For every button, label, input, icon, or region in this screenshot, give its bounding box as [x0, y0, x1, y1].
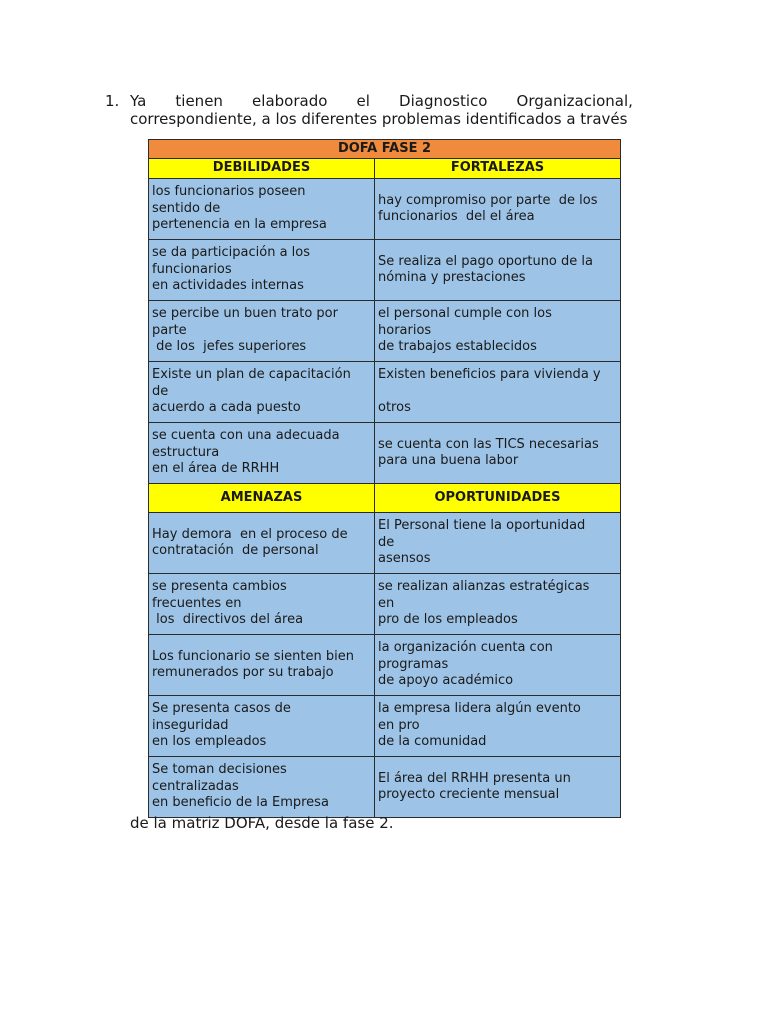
- intro-word: Ya: [130, 92, 147, 110]
- intro-word: el: [356, 92, 370, 110]
- cell-line: Se presenta casos de: [152, 701, 291, 717]
- table-title: DOFA FASE 2: [149, 140, 621, 159]
- cell-line: nómina y prestaciones: [378, 270, 526, 285]
- debilidad-cell: [149, 423, 375, 484]
- cell-line: de los jefes superiores: [152, 339, 307, 355]
- cell-line: proyecto creciente mensual: [378, 787, 560, 802]
- debilidad-cell: [149, 301, 375, 362]
- intro-word: elaborado: [252, 92, 328, 110]
- oportunidad-cell: [375, 574, 621, 635]
- cell-line: estructura: [152, 444, 220, 460]
- table-row: [149, 635, 621, 696]
- cell-line: de trabajos establecidos: [378, 339, 537, 355]
- cell-line: se cuenta con las TICS necesarias: [378, 436, 599, 452]
- cell-line: parte: [152, 322, 187, 338]
- cell-line: la organización cuenta con: [378, 640, 553, 656]
- cell-line: se percibe un buen trato por: [152, 306, 338, 322]
- table-row: [149, 423, 621, 484]
- cell-line: en pro: [378, 717, 420, 733]
- cell-line: en: [378, 595, 395, 611]
- cell-line: Existe un plan de capacitación: [152, 367, 351, 383]
- cell-line: de apoyo académico: [378, 673, 514, 689]
- amenaza-cell: [149, 635, 375, 696]
- cell-line: El Personal tiene la oportunidad: [378, 518, 586, 534]
- oportunidad-cell: [375, 513, 621, 574]
- table-row: [149, 240, 621, 301]
- cell-line: Existen beneficios para vivienda y: [378, 367, 601, 383]
- cell-line: los directivos del área: [152, 612, 304, 628]
- cell-line: de: [378, 534, 395, 550]
- cell-line: Hay demora en el proceso de: [152, 526, 348, 542]
- cell-line: se da participación a los: [152, 245, 311, 261]
- fortaleza-cell: [375, 362, 621, 423]
- intro-word: Organizacional,: [516, 92, 633, 110]
- cell-line: Se realiza el pago oportuno de la: [378, 253, 593, 269]
- cell-line: [378, 384, 617, 401]
- amenaza-cell: [149, 574, 375, 635]
- table-row: [149, 179, 621, 240]
- fortaleza-cell: [375, 179, 621, 240]
- closing-text: de la matriz DOFA, desde la fase 2.: [130, 814, 394, 832]
- cell-line: centralizadas: [152, 778, 239, 794]
- fortaleza-cell: [375, 423, 621, 484]
- cell-line: los funcionarios poseen: [152, 184, 306, 200]
- cell-line: horarios: [378, 322, 432, 338]
- cell-line: acuerdo a cada puesto: [152, 400, 301, 416]
- header-row-bottom: [149, 484, 621, 513]
- cell-line: en los empleados: [152, 734, 267, 750]
- cell-line: Los funcionario se sienten bien: [152, 648, 354, 664]
- cell-line: la empresa lidera algún evento: [378, 701, 581, 717]
- amenaza-cell: [149, 757, 375, 818]
- cell-line: se presenta cambios: [152, 579, 287, 595]
- table-title-row: [149, 140, 621, 159]
- table-row: [149, 301, 621, 362]
- header-fortalezas: FORTALEZAS: [375, 159, 621, 179]
- cell-line: en actividades internas: [152, 278, 304, 294]
- oportunidad-cell: [375, 635, 621, 696]
- cell-line: sentido de: [152, 200, 221, 216]
- cell-line: en beneficio de la Empresa: [152, 795, 329, 811]
- dofa-table: [148, 139, 621, 818]
- debilidad-cell: [149, 179, 375, 240]
- cell-line: funcionarios: [152, 261, 232, 277]
- cell-line: asensos: [378, 551, 431, 567]
- cell-line: para una buena labor: [378, 453, 519, 468]
- header-debilidades: DEBILIDADES: [149, 159, 375, 179]
- cell-line: Se toman decisiones: [152, 762, 287, 778]
- table-row: [149, 574, 621, 635]
- oportunidad-cell: [375, 696, 621, 757]
- cell-line: funcionarios del el área: [378, 209, 535, 224]
- debilidad-cell: [149, 240, 375, 301]
- cell-line: El área del RRHH presenta un: [378, 770, 571, 786]
- cell-line: en el área de RRHH: [152, 461, 280, 477]
- fortaleza-cell: [375, 301, 621, 362]
- amenaza-cell: [149, 513, 375, 574]
- dofa-table-body: [149, 140, 621, 818]
- cell-line: de la comunidad: [378, 734, 487, 750]
- cell-line: de: [152, 383, 169, 399]
- amenaza-cell: [149, 696, 375, 757]
- cell-line: se cuenta con una adecuada: [152, 428, 340, 444]
- intro-line-2: correspondiente, a los diferentes problemas identificados a través: [130, 110, 628, 128]
- cell-line: el personal cumple con los: [378, 306, 552, 322]
- table-row: [149, 757, 621, 818]
- cell-line: otros: [378, 400, 411, 416]
- intro-word: tienen: [175, 92, 223, 110]
- cell-line: inseguridad: [152, 717, 229, 733]
- cell-line: se realizan alianzas estratégicas: [378, 579, 590, 595]
- cell-line: pro de los empleados: [378, 612, 518, 628]
- cell-line: programas: [378, 656, 449, 672]
- header-amenazas: AMENAZAS: [149, 484, 375, 513]
- oportunidad-cell: [375, 757, 621, 818]
- table-row: [149, 362, 621, 423]
- cell-line: remunerados por su trabajo: [152, 665, 334, 680]
- table-row: [149, 513, 621, 574]
- intro-line-1: [130, 92, 633, 110]
- cell-line: hay compromiso por parte de los: [378, 192, 598, 208]
- cell-line: pertenencia en la empresa: [152, 217, 327, 233]
- list-number: 1.: [105, 92, 120, 110]
- cell-line: frecuentes en: [152, 595, 242, 611]
- fortaleza-cell: [375, 240, 621, 301]
- debilidad-cell: [149, 362, 375, 423]
- header-oportunidades: OPORTUNIDADES: [375, 484, 621, 513]
- table-row: [149, 696, 621, 757]
- header-row-top: [149, 159, 621, 179]
- intro-word: Diagnostico: [399, 92, 488, 110]
- cell-line: contratación de personal: [152, 543, 319, 558]
